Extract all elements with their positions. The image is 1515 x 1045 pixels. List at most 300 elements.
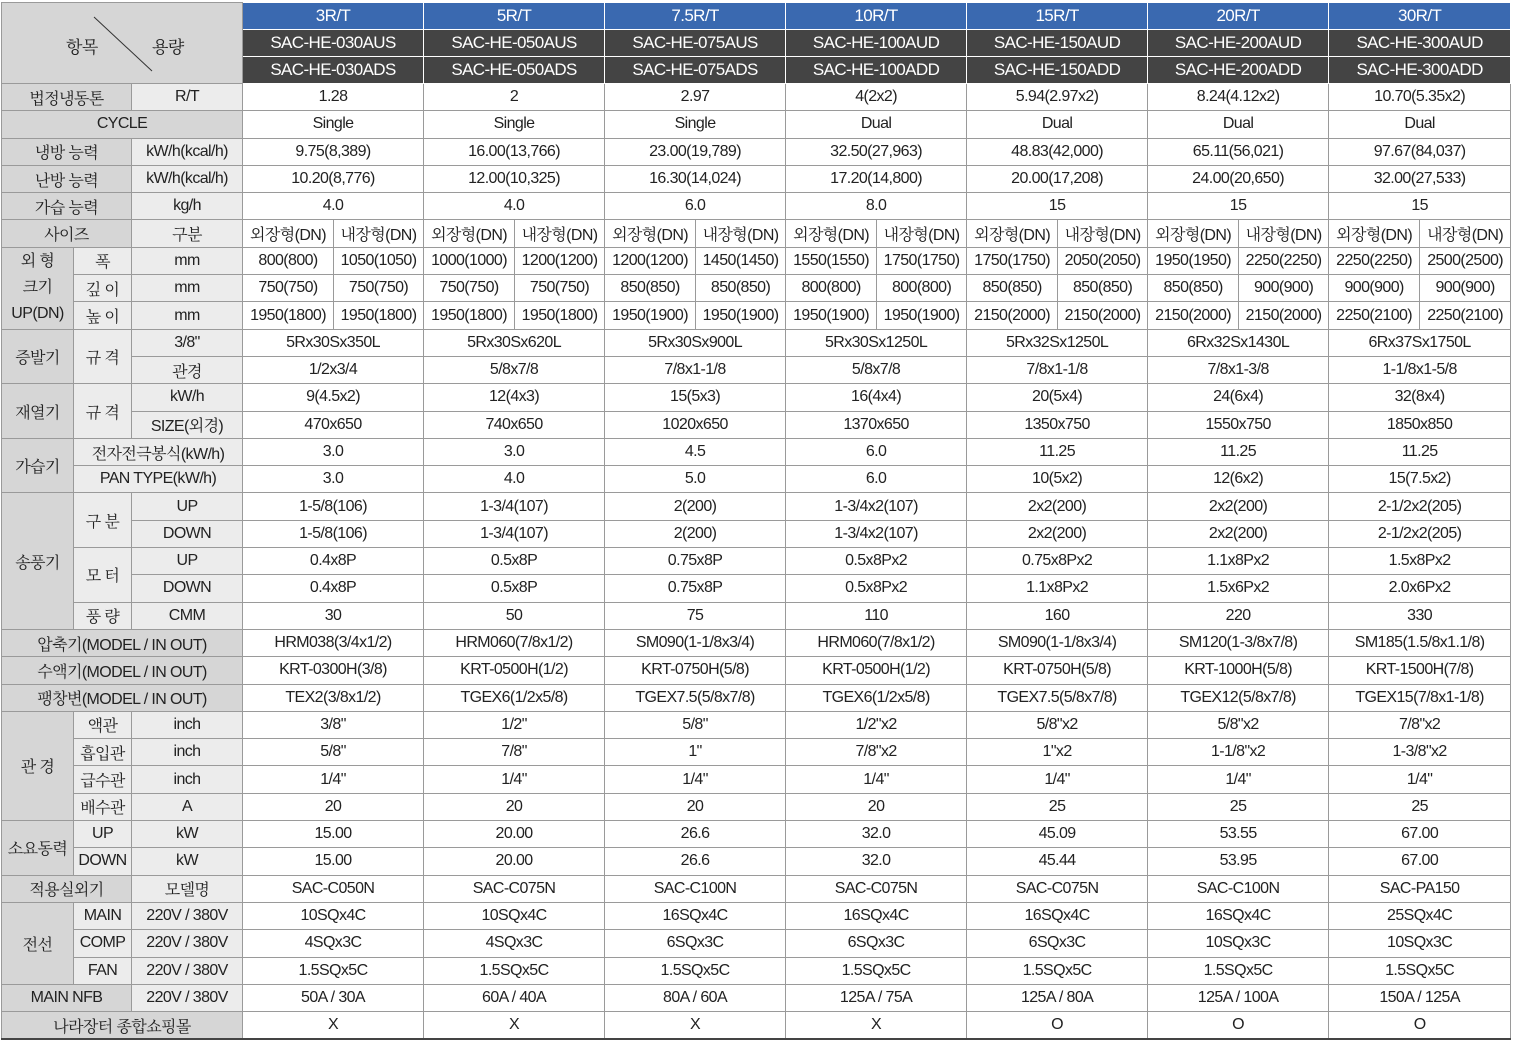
table-cell: 10SQx4C xyxy=(424,902,605,929)
row-unit: kW/h xyxy=(132,384,243,411)
table-cell: 16.30(14,024) xyxy=(605,165,786,192)
table-cell: 1-3/8"x2 xyxy=(1329,739,1511,766)
table-cell: 5/8"x2 xyxy=(967,711,1148,738)
row-label: 액관 xyxy=(74,711,132,738)
row-unit: UP xyxy=(132,493,243,520)
table-cell: 32.50(27,963) xyxy=(786,138,967,165)
row-label: 팽창변(MODEL / IN OUT) xyxy=(2,684,243,711)
row-unit: kg/h xyxy=(132,193,243,220)
table-cell: 1050(1050) xyxy=(334,247,424,274)
table-cell: 10SQx3C xyxy=(1148,930,1329,957)
row-label: 흡입관 xyxy=(74,739,132,766)
table-cell: 53.95 xyxy=(1148,848,1329,875)
table-row xyxy=(2,766,1511,793)
table-cell: 3.0 xyxy=(243,466,424,493)
table-cell: 32.00(27,533) xyxy=(1329,165,1511,192)
table-cell: 2250(2100) xyxy=(1329,302,1420,329)
table-cell: 2150(2000) xyxy=(967,302,1058,329)
row-label: 나라장터 종합쇼핑몰 xyxy=(2,1012,243,1040)
table-cell: 1-3/4(107) xyxy=(424,520,605,547)
table-cell: 125A / 75A xyxy=(786,984,967,1011)
row-unit: 220V / 380V xyxy=(132,930,243,957)
model-header: SAC-HE-075AUS xyxy=(605,30,786,57)
group-label: 증발기 xyxy=(2,329,74,384)
table-row xyxy=(2,684,1511,711)
table-cell: 5Rx30Sx900L xyxy=(605,329,786,356)
table-cell: 2x2(200) xyxy=(967,493,1148,520)
spec-table xyxy=(1,2,1511,1040)
table-cell: 1950(1900) xyxy=(877,302,967,329)
row-unit: inch xyxy=(132,739,243,766)
table-cell: SM185(1.5/8x1.1/8) xyxy=(1329,629,1511,656)
table-cell: 3.0 xyxy=(424,438,605,465)
row-unit: mm xyxy=(132,302,243,329)
table-cell: Dual xyxy=(967,111,1148,138)
table-cell: 1.5SQx5C xyxy=(605,957,786,984)
table-cell: 2(200) xyxy=(605,493,786,520)
table-cell: 2250(2100) xyxy=(1420,302,1511,329)
row-label: 압축기(MODEL / IN OUT) xyxy=(2,629,243,656)
capacity-label: 용량 xyxy=(152,38,184,57)
group-label: 소요동력 xyxy=(2,821,74,876)
table-cell: KRT-0750H(5/8) xyxy=(605,657,786,684)
table-cell: 850(850) xyxy=(605,275,696,302)
table-cell: 32.0 xyxy=(786,848,967,875)
table-cell: X xyxy=(424,1012,605,1040)
table-cell: 2-1/2x2(205) xyxy=(1329,493,1511,520)
table-cell: 1950(1900) xyxy=(786,302,877,329)
table-cell: 32(8x4) xyxy=(1329,384,1511,411)
table-cell: 1-3/4x2(107) xyxy=(786,493,967,520)
table-cell: 2500(2500) xyxy=(1420,247,1511,274)
table-cell: 1950(1900) xyxy=(605,302,696,329)
table-cell: 10SQx3C xyxy=(1329,930,1511,957)
table-cell: 1/2"x2 xyxy=(786,711,967,738)
row-label: 적용실외기 xyxy=(2,875,132,902)
table-cell: 내장형(DN) xyxy=(1239,220,1329,247)
table-cell: Single xyxy=(605,111,786,138)
table-cell: 1370x650 xyxy=(786,411,967,438)
table-cell: 850(850) xyxy=(696,275,786,302)
table-row xyxy=(2,247,1511,274)
table-cell: 60A / 40A xyxy=(424,984,605,1011)
table-cell: 16SQx4C xyxy=(967,902,1148,929)
table-cell: TGEX6(1/2x5/8) xyxy=(786,684,967,711)
table-cell: 내장형(DN) xyxy=(1420,220,1511,247)
table-row xyxy=(2,220,1511,247)
table-cell: 1.5x6Px2 xyxy=(1148,575,1329,602)
table-cell: 1.5SQx5C xyxy=(424,957,605,984)
table-cell: 850(850) xyxy=(967,275,1058,302)
table-cell: 0.4x8P xyxy=(243,548,424,575)
table-cell: 32.0 xyxy=(786,821,967,848)
row-unit: kW/h(kcal/h) xyxy=(132,138,243,165)
table-cell: 45.44 xyxy=(967,848,1148,875)
row-unit: 모델명 xyxy=(132,875,243,902)
table-cell: Single xyxy=(243,111,424,138)
table-cell: 25SQx4C xyxy=(1329,902,1511,929)
table-cell: 1950(1950) xyxy=(1148,247,1239,274)
table-row xyxy=(2,111,1511,138)
table-cell: 1950(1800) xyxy=(334,302,424,329)
table-cell: 1/4" xyxy=(1148,766,1329,793)
table-cell: 15 xyxy=(1148,193,1329,220)
model-header: SAC-HE-300ADD xyxy=(1329,57,1511,84)
table-cell: 2150(2000) xyxy=(1148,302,1239,329)
table-cell: 80A / 60A xyxy=(605,984,786,1011)
table-cell: 1200(1200) xyxy=(605,247,696,274)
table-cell: 75 xyxy=(605,602,786,629)
table-cell: 1550(1550) xyxy=(786,247,877,274)
table-cell: 0.4x8P xyxy=(243,575,424,602)
table-cell: 외장형(DN) xyxy=(605,220,696,247)
row-label: 급수관 xyxy=(74,766,132,793)
table-row xyxy=(2,902,1511,929)
table-row xyxy=(2,711,1511,738)
table-cell: 1.5SQx5C xyxy=(786,957,967,984)
table-cell: SAC-PA150 xyxy=(1329,875,1511,902)
table-cell: 1/4" xyxy=(967,766,1148,793)
row-unit: A xyxy=(132,793,243,820)
table-cell: 1950(1800) xyxy=(515,302,605,329)
table-cell: TEX2(3/8x1/2) xyxy=(243,684,424,711)
table-cell: 850(850) xyxy=(1148,275,1239,302)
table-row xyxy=(2,520,1511,547)
table-cell: 11.25 xyxy=(967,438,1148,465)
table-cell: 2x2(200) xyxy=(1148,493,1329,520)
table-cell: 67.00 xyxy=(1329,848,1511,875)
capacity-row xyxy=(2,3,1511,30)
table-cell: 4.5 xyxy=(605,438,786,465)
table-cell: 1/4" xyxy=(424,766,605,793)
table-cell: 1.1x8Px2 xyxy=(967,575,1148,602)
table-cell: 1/2x3/4 xyxy=(243,356,424,383)
table-row xyxy=(2,302,1511,329)
sub-group-label: 구 분 xyxy=(74,493,132,548)
table-cell: 8.0 xyxy=(786,193,967,220)
table-row xyxy=(2,739,1511,766)
table-cell: 850(850) xyxy=(1058,275,1148,302)
group-label-line: 크기 xyxy=(22,279,53,297)
row-label: COMP xyxy=(74,930,132,957)
row-unit: CMM xyxy=(132,602,243,629)
sub-group-label: 풍 량 xyxy=(74,602,132,629)
table-cell: 1/4" xyxy=(786,766,967,793)
table-cell: 5Rx32Sx1250L xyxy=(967,329,1148,356)
table-cell: 45.09 xyxy=(967,821,1148,848)
table-cell: 1/4" xyxy=(243,766,424,793)
row-label: 높 이 xyxy=(74,302,132,329)
table-cell: 5Rx30Sx350L xyxy=(243,329,424,356)
table-cell: 800(800) xyxy=(243,247,334,274)
table-cell: 1850x850 xyxy=(1329,411,1511,438)
table-cell: 6.0 xyxy=(605,193,786,220)
table-cell: 0.5x8P xyxy=(424,575,605,602)
table-cell: 1" xyxy=(605,739,786,766)
table-cell: Single xyxy=(424,111,605,138)
table-cell: 1950(1800) xyxy=(243,302,334,329)
table-row xyxy=(2,930,1511,957)
table-cell: 97.67(84,037) xyxy=(1329,138,1511,165)
model-header: SAC-HE-050ADS xyxy=(424,57,605,84)
row-unit: 220V / 380V xyxy=(132,984,243,1011)
table-cell: 1-5/8(106) xyxy=(243,493,424,520)
table-cell: 2.0x6Px2 xyxy=(1329,575,1511,602)
table-cell: 1.28 xyxy=(243,84,424,111)
table-cell: SAC-C075N xyxy=(786,875,967,902)
table-cell: 2-1/2x2(205) xyxy=(1329,520,1511,547)
sub-group-label: 모 터 xyxy=(74,548,132,603)
table-cell: 30 xyxy=(243,602,424,629)
table-cell: O xyxy=(1329,1012,1511,1040)
table-cell: 24(6x4) xyxy=(1148,384,1329,411)
table-cell: 6.0 xyxy=(786,466,967,493)
row-unit: PAN TYPE(kW/h) xyxy=(74,466,243,493)
table-cell: 1.5SQx5C xyxy=(1329,957,1511,984)
table-cell: 0.75x8P xyxy=(605,575,786,602)
table-cell: 5/8"x2 xyxy=(1148,711,1329,738)
table-cell: 1-1/8x1-5/8 xyxy=(1329,356,1511,383)
table-row xyxy=(2,138,1511,165)
row-unit: kW/h(kcal/h) xyxy=(132,165,243,192)
table-cell: 1950(1900) xyxy=(696,302,786,329)
table-cell: 4SQx3C xyxy=(424,930,605,957)
row-unit: kW xyxy=(132,821,243,848)
table-cell: SAC-C100N xyxy=(605,875,786,902)
table-cell: 0.75x8Px2 xyxy=(967,548,1148,575)
table-cell: Dual xyxy=(1148,111,1329,138)
table-cell: 15.00 xyxy=(243,821,424,848)
table-cell: 10.70(5.35x2) xyxy=(1329,84,1511,111)
table-cell: 750(750) xyxy=(334,275,424,302)
table-cell: 15 xyxy=(967,193,1148,220)
model-header: SAC-HE-100ADD xyxy=(786,57,967,84)
table-cell: 1950(1800) xyxy=(424,302,515,329)
group-label: 가습기 xyxy=(2,438,74,493)
table-cell: 17.20(14,800) xyxy=(786,165,967,192)
table-cell: TGEX6(1/2x5/8) xyxy=(424,684,605,711)
capacity-header: 5R/T xyxy=(424,3,605,30)
table-cell: 내장형(DN) xyxy=(515,220,605,247)
item-label: 항목 xyxy=(66,38,98,57)
row-label: 가습 능력 xyxy=(2,193,132,220)
table-cell: 750(750) xyxy=(424,275,515,302)
table-cell: O xyxy=(967,1012,1148,1040)
table-cell: 1200(1200) xyxy=(515,247,605,274)
table-cell: 외장형(DN) xyxy=(967,220,1058,247)
table-cell: 125A / 100A xyxy=(1148,984,1329,1011)
row-unit: DOWN xyxy=(132,575,243,602)
table-row xyxy=(2,957,1511,984)
table-cell: 2250(2250) xyxy=(1239,247,1329,274)
table-cell: 내장형(DN) xyxy=(696,220,786,247)
table-cell: 2250(2250) xyxy=(1329,247,1420,274)
table-cell: 8.24(4.12x2) xyxy=(1148,84,1329,111)
table-cell: 5/8" xyxy=(243,739,424,766)
table-cell: 1.5SQx5C xyxy=(967,957,1148,984)
table-cell: 1750(1750) xyxy=(967,247,1058,274)
sub-group-label: 규 격 xyxy=(74,384,132,439)
model-header: SAC-HE-030ADS xyxy=(243,57,424,84)
row-unit: mm xyxy=(132,275,243,302)
table-cell: 0.5x8P xyxy=(424,548,605,575)
table-cell: 10.20(8,776) xyxy=(243,165,424,192)
table-cell: 48.83(42,000) xyxy=(967,138,1148,165)
table-cell: 1.5SQx5C xyxy=(1148,957,1329,984)
model-header: SAC-HE-200ADD xyxy=(1148,57,1329,84)
group-label: 전선 xyxy=(2,902,74,984)
table-cell: 15(5x3) xyxy=(605,384,786,411)
table-row xyxy=(2,275,1511,302)
table-cell: 125A / 80A xyxy=(967,984,1148,1011)
table-cell: 1000(1000) xyxy=(424,247,515,274)
table-cell: 외장형(DN) xyxy=(424,220,515,247)
table-row xyxy=(2,356,1511,383)
table-cell: HRM038(3/4x1/2) xyxy=(243,629,424,656)
table-cell: 7/8"x2 xyxy=(1329,711,1511,738)
row-unit: inch xyxy=(132,711,243,738)
table-cell: 1020x650 xyxy=(605,411,786,438)
table-cell: 2 xyxy=(424,84,605,111)
table-cell: 4SQx3C xyxy=(243,930,424,957)
table-row xyxy=(2,602,1511,629)
table-row xyxy=(2,821,1511,848)
table-cell: 4.0 xyxy=(424,466,605,493)
table-cell: 67.00 xyxy=(1329,821,1511,848)
table-cell: KRT-0300H(3/8) xyxy=(243,657,424,684)
table-cell: 16(4x4) xyxy=(786,384,967,411)
table-cell: 7/8" xyxy=(424,739,605,766)
table-cell: 5/8" xyxy=(605,711,786,738)
table-cell: 내장형(DN) xyxy=(1058,220,1148,247)
table-cell: O xyxy=(1148,1012,1329,1040)
table-cell: 25 xyxy=(1148,793,1329,820)
table-cell: 20 xyxy=(243,793,424,820)
table-cell: 7/8"x2 xyxy=(786,739,967,766)
table-cell: 1.1x8Px2 xyxy=(1148,548,1329,575)
model-header: SAC-HE-075ADS xyxy=(605,57,786,84)
table-row xyxy=(2,84,1511,111)
table-cell: 150A / 125A xyxy=(1329,984,1511,1011)
table-cell: 0.5x8Px2 xyxy=(786,548,967,575)
model-header: SAC-HE-050AUS xyxy=(424,30,605,57)
table-cell: HRM060(7/8x1/2) xyxy=(424,629,605,656)
table-row xyxy=(2,1012,1511,1040)
table-row xyxy=(2,329,1511,356)
table-cell: 2(200) xyxy=(605,520,786,547)
model-header: SAC-HE-200AUD xyxy=(1148,30,1329,57)
table-cell: 160 xyxy=(967,602,1148,629)
row-label: 깊 이 xyxy=(74,275,132,302)
row-unit: DOWN xyxy=(132,520,243,547)
table-cell: 1.5x8Px2 xyxy=(1329,548,1511,575)
table-cell: KRT-0500H(1/2) xyxy=(786,657,967,684)
table-cell: 1450(1450) xyxy=(696,247,786,274)
table-cell: 53.55 xyxy=(1148,821,1329,848)
table-row xyxy=(2,193,1511,220)
table-cell: 1/2" xyxy=(424,711,605,738)
table-cell: 6SQx3C xyxy=(605,930,786,957)
table-cell: 4.0 xyxy=(424,193,605,220)
table-cell: HRM060(7/8x1/2) xyxy=(786,629,967,656)
table-cell: 9.75(8,389) xyxy=(243,138,424,165)
row-unit: kW xyxy=(132,848,243,875)
table-cell: 12.00(10,325) xyxy=(424,165,605,192)
table-cell: X xyxy=(786,1012,967,1040)
model-header: SAC-HE-150ADD xyxy=(967,57,1148,84)
table-cell: 740x650 xyxy=(424,411,605,438)
table-cell: 20.00(17,208) xyxy=(967,165,1148,192)
table-row xyxy=(2,575,1511,602)
row-unit: 구분 xyxy=(132,220,243,247)
row-label: MAIN NFB xyxy=(2,984,132,1011)
table-cell: 750(750) xyxy=(243,275,334,302)
row-label: UP xyxy=(74,821,132,848)
table-cell: 20.00 xyxy=(424,848,605,875)
capacity-header: 10R/T xyxy=(786,3,967,30)
group-label: 송풍기 xyxy=(2,493,74,629)
capacity-header: 7.5R/T xyxy=(605,3,786,30)
sub-group-label: 규 격 xyxy=(74,329,132,384)
table-cell: 6Rx37Sx1750L xyxy=(1329,329,1511,356)
table-cell: 1550x750 xyxy=(1148,411,1329,438)
table-cell: 11.25 xyxy=(1148,438,1329,465)
table-cell: 1-5/8(106) xyxy=(243,520,424,547)
table-cell: 10SQx4C xyxy=(243,902,424,929)
table-cell: 25 xyxy=(967,793,1148,820)
table-cell: 5/8x7/8 xyxy=(786,356,967,383)
table-cell: 7/8x1-1/8 xyxy=(967,356,1148,383)
table-row xyxy=(2,548,1511,575)
table-cell: 20(5x4) xyxy=(967,384,1148,411)
table-cell: 900(900) xyxy=(1420,275,1511,302)
diagonal-divider xyxy=(2,3,243,84)
table-cell: 470x650 xyxy=(243,411,424,438)
table-cell: TGEX7.5(5/8x7/8) xyxy=(605,684,786,711)
table-cell: 7/8x1-1/8 xyxy=(605,356,786,383)
table-cell: 1-3/4(107) xyxy=(424,493,605,520)
group-label xyxy=(2,247,74,329)
table-cell: 15.00 xyxy=(243,848,424,875)
table-cell: 16.00(13,766) xyxy=(424,138,605,165)
group-label-line: 외 형 xyxy=(20,253,55,271)
group-label-line: UP(DN) xyxy=(11,305,64,323)
table-cell: 1"x2 xyxy=(967,739,1148,766)
table-cell: 2.97 xyxy=(605,84,786,111)
row-label: 난방 능력 xyxy=(2,165,132,192)
capacity-header: 30R/T xyxy=(1329,3,1511,30)
row-unit: inch xyxy=(132,766,243,793)
row-label: FAN xyxy=(74,957,132,984)
table-cell: 0.5x8Px2 xyxy=(786,575,967,602)
row-label: MAIN xyxy=(74,902,132,929)
table-row xyxy=(2,411,1511,438)
table-row xyxy=(2,438,1511,465)
row-label: 배수관 xyxy=(74,793,132,820)
table-cell: X xyxy=(605,1012,786,1040)
row-label: CYCLE xyxy=(2,111,243,138)
table-cell: 900(900) xyxy=(1239,275,1329,302)
table-cell: 11.25 xyxy=(1329,438,1511,465)
table-cell: 800(800) xyxy=(877,275,967,302)
table-cell: SM090(1-1/8x3/4) xyxy=(967,629,1148,656)
table-cell: 2x2(200) xyxy=(1148,520,1329,547)
table-cell: KRT-0500H(1/2) xyxy=(424,657,605,684)
table-cell: 5Rx30Sx620L xyxy=(424,329,605,356)
header-corner xyxy=(2,3,243,84)
table-cell: 5Rx30Sx1250L xyxy=(786,329,967,356)
table-cell: 24.00(20,650) xyxy=(1148,165,1329,192)
